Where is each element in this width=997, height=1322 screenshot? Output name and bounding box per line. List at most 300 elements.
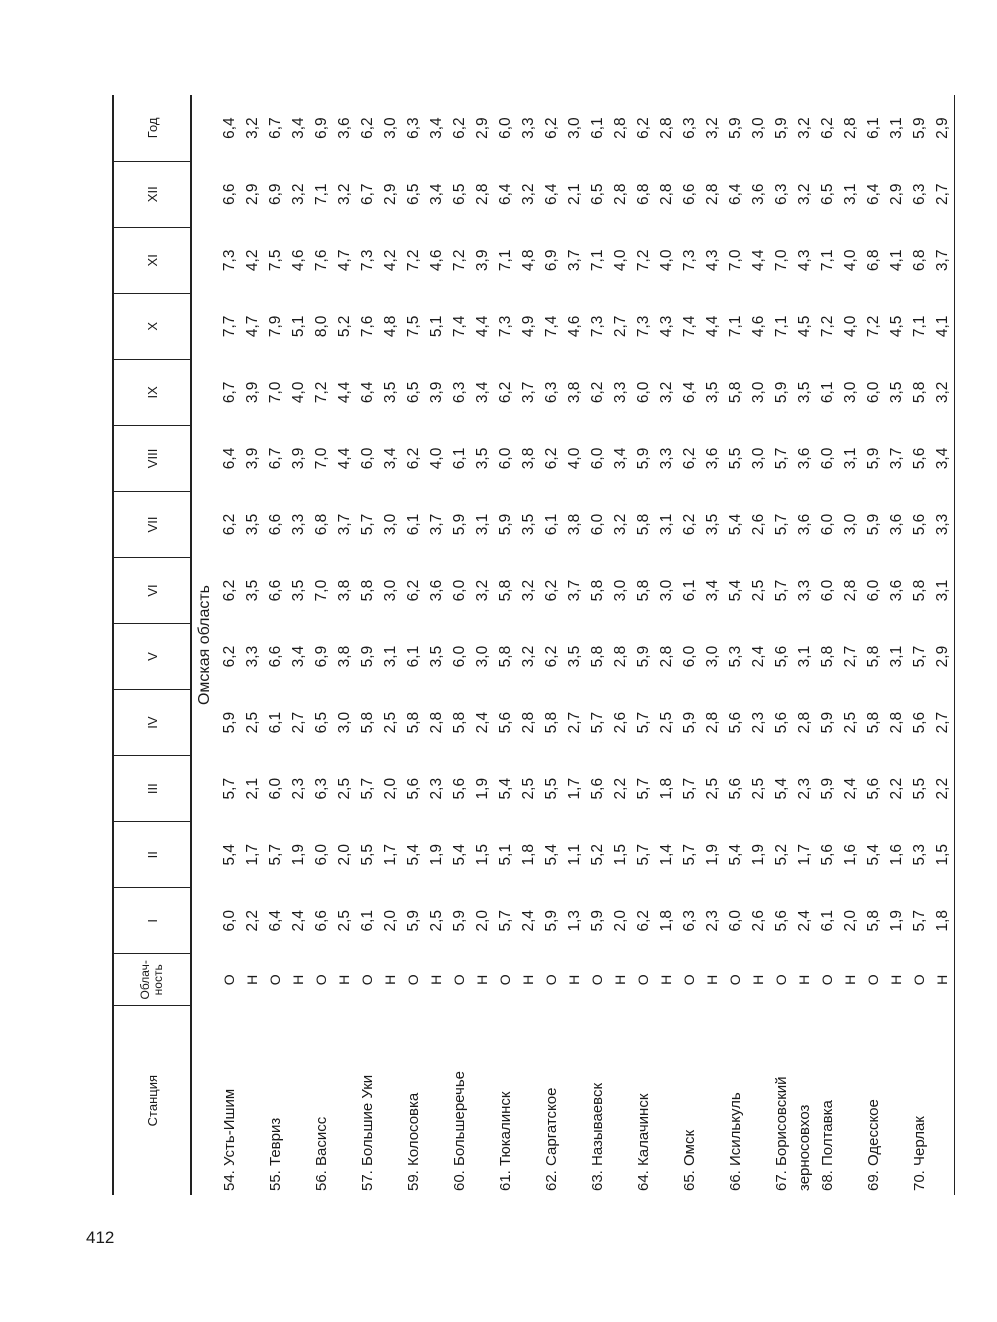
month-value-cell: 6,5 <box>589 183 606 206</box>
month-value-cell: 3,2 <box>520 183 537 206</box>
year-value-cell: 3,2 <box>704 117 721 139</box>
month-value-cell: 5,8 <box>497 579 514 602</box>
month-value-cell: 2,8 <box>612 645 629 668</box>
month-value-cell: 2,4 <box>842 777 859 800</box>
station-name-cell: 57. Большие Уки <box>359 1074 376 1191</box>
month-value-cell: 6,4 <box>727 183 744 206</box>
month-value-cell: 5,8 <box>359 711 376 734</box>
month-value-cell: 5,7 <box>911 645 928 668</box>
table-row <box>931 95 955 1195</box>
month-value-cell: 5,8 <box>865 645 882 668</box>
month-value-cell: 6,0 <box>865 381 882 404</box>
month-value-cell: 3,8 <box>336 645 353 668</box>
month-value-cell: 5,7 <box>681 777 698 800</box>
month-value-cell: 4,0 <box>428 447 445 470</box>
month-value-cell: 2,3 <box>796 777 813 800</box>
month-value-cell: 6,8 <box>865 249 882 272</box>
month-value-cell: 5,9 <box>635 447 652 470</box>
month-value-cell: 2,6 <box>750 513 767 536</box>
month-value-cell: 3,1 <box>474 513 491 536</box>
month-value-cell: 5,6 <box>451 777 468 800</box>
month-value-cell: 6,0 <box>497 447 514 470</box>
month-value-cell: 5,9 <box>405 909 422 932</box>
station-name-cell <box>609 1006 632 1195</box>
table-row <box>333 95 356 1195</box>
month-value-cell: 2,9 <box>931 624 955 690</box>
month-value-cell: 2,5 <box>244 711 261 734</box>
month-value-cell: 2,2 <box>888 777 905 800</box>
table-row <box>563 95 586 1195</box>
month-value-cell: 5,7 <box>773 579 790 602</box>
month-value-cell: 4,0 <box>566 447 583 470</box>
month-value-cell: 5,4 <box>221 843 238 866</box>
month-value-cell: 3,6 <box>888 579 905 602</box>
month-value-cell: 5,9 <box>497 513 514 536</box>
month-value-cell: 4,3 <box>658 315 675 338</box>
month-value-cell: 5,9 <box>543 909 560 932</box>
month-value-cell: 7,1 <box>313 183 330 206</box>
month-value-cell: 4,2 <box>382 249 399 272</box>
cloudiness-type-cell: О <box>451 974 467 986</box>
month-value-cell: 3,5 <box>704 381 721 404</box>
month-value-cell: 3,2 <box>931 359 955 425</box>
month-value-cell: 4,7 <box>244 315 261 338</box>
month-value-cell: 5,7 <box>589 711 606 734</box>
station-name-cell: 56. Васисс <box>313 1116 330 1191</box>
month-value-cell: 6,5 <box>313 711 330 734</box>
station-name-cell <box>885 1006 908 1195</box>
month-value-cell: 7,1 <box>727 315 744 338</box>
year-value-cell: 6,4 <box>221 117 238 139</box>
month-value-cell: 5,4 <box>543 843 560 866</box>
month-value-cell: 3,0 <box>382 579 399 602</box>
month-value-cell: 4,0 <box>842 315 859 338</box>
month-value-cell: 6,1 <box>359 909 376 932</box>
month-value-cell: 3,1 <box>382 645 399 668</box>
month-value-cell: 1,8 <box>520 843 537 866</box>
cloudiness-type-cell: Н <box>658 974 674 985</box>
month-value-cell: 6,6 <box>221 183 238 206</box>
month-value-cell: 7,3 <box>589 315 606 338</box>
month-value-cell: 5,8 <box>727 381 744 404</box>
month-value-cell: 5,4 <box>865 843 882 866</box>
station-name-cell <box>931 1006 955 1195</box>
month-value-cell: 2,0 <box>382 777 399 800</box>
month-value-cell: 1,9 <box>704 843 721 866</box>
month-value-cell: 6,2 <box>497 381 514 404</box>
table-row <box>885 95 908 1195</box>
year-value-cell: 6,9 <box>313 117 330 139</box>
month-value-cell: 5,6 <box>819 843 836 866</box>
month-value-cell: 3,0 <box>704 645 721 668</box>
month-value-cell: 3,5 <box>520 513 537 536</box>
station-name-cell <box>379 1006 402 1195</box>
month-value-cell: 6,4 <box>359 381 376 404</box>
station-name-cell <box>241 1006 264 1195</box>
month-value-cell: 3,5 <box>888 381 905 404</box>
cloudiness-type-cell: Н <box>290 974 306 985</box>
month-value-cell: 2,4 <box>290 909 307 932</box>
month-value-cell: 6,4 <box>865 183 882 206</box>
month-value-cell: 2,8 <box>888 711 905 734</box>
month-value-cell: 1,8 <box>931 888 955 954</box>
month-value-cell: 4,3 <box>704 249 721 272</box>
table-row <box>586 95 609 1195</box>
month-value-cell: 6,6 <box>267 645 284 668</box>
month-value-cell: 2,8 <box>612 183 629 206</box>
cloudiness-type-cell: Н <box>888 974 904 985</box>
month-value-cell: 6,1 <box>819 381 836 404</box>
month-value-cell: 4,4 <box>336 447 353 470</box>
month-value-cell: 3,2 <box>612 513 629 536</box>
month-value-cell: 6,7 <box>359 183 376 206</box>
month-value-cell: 2,0 <box>842 909 859 932</box>
cloudiness-type-cell: О <box>727 974 743 986</box>
month-value-cell: 3,5 <box>796 381 813 404</box>
station-name-cell: 55. Тевриз <box>267 1117 284 1191</box>
table-row <box>724 95 747 1195</box>
month-value-cell: 3,5 <box>244 579 261 602</box>
cloudiness-type-cell: Н <box>750 974 766 985</box>
month-value-cell: 7,3 <box>359 249 376 272</box>
cloudiness-type-cell: Н <box>244 974 260 985</box>
month-value-cell: 2,7 <box>612 315 629 338</box>
month-value-cell: 5,9 <box>589 909 606 932</box>
month-value-cell: 5,3 <box>911 843 928 866</box>
month-value-cell: 6,2 <box>405 579 422 602</box>
station-name-cell: 54. Усть-Ишим <box>221 1088 238 1191</box>
table-row <box>379 95 402 1195</box>
month-value-cell: 1,7 <box>796 843 813 866</box>
header-cloudiness: Облач-ность <box>113 954 191 1006</box>
station-name-cell <box>839 1006 862 1195</box>
table-row <box>770 95 793 1195</box>
station-name-cell <box>563 1006 586 1195</box>
month-value-cell: 3,7 <box>566 249 583 272</box>
month-value-cell: 5,9 <box>221 711 238 734</box>
month-value-cell: 4,4 <box>474 315 491 338</box>
month-value-cell: 2,5 <box>336 777 353 800</box>
month-value-cell: 2,8 <box>704 711 721 734</box>
month-value-cell: 4,6 <box>428 249 445 272</box>
cloudiness-type-cell: Н <box>566 974 582 985</box>
cloudiness-type-cell: Н <box>842 974 858 985</box>
month-value-cell: 2,7 <box>931 161 955 227</box>
month-value-cell: 4,7 <box>336 249 353 272</box>
region-title: Омская область <box>196 584 213 706</box>
month-value-cell: 5,6 <box>865 777 882 800</box>
table-row <box>356 95 379 1195</box>
page-number: 412 <box>86 1228 115 1247</box>
month-value-cell: 6,2 <box>681 447 698 470</box>
month-value-cell: 3,1 <box>931 558 955 624</box>
month-value-cell: 3,3 <box>244 645 261 668</box>
month-value-cell: 2,7 <box>566 711 583 734</box>
month-value-cell: 6,9 <box>543 249 560 272</box>
month-value-cell: 7,0 <box>313 579 330 602</box>
month-value-cell: 3,2 <box>658 381 675 404</box>
month-value-cell: 6,6 <box>681 183 698 206</box>
table-row <box>264 95 287 1195</box>
month-value-cell: 1,7 <box>382 843 399 866</box>
table-row <box>793 95 816 1195</box>
table-row <box>678 95 701 1195</box>
month-value-cell: 3,7 <box>931 227 955 293</box>
month-value-cell: 7,5 <box>267 249 284 272</box>
cloudiness-type-cell: Н <box>612 974 628 985</box>
month-value-cell: 5,7 <box>911 909 928 932</box>
year-value-cell: 2,8 <box>612 117 629 139</box>
station-name-cell: 61. Тюкалинск <box>497 1091 514 1191</box>
month-value-cell: 4,1 <box>888 249 905 272</box>
month-value-cell: 6,0 <box>589 447 606 470</box>
month-value-cell: 5,6 <box>727 711 744 734</box>
month-value-cell: 6,1 <box>451 447 468 470</box>
month-value-cell: 3,2 <box>520 579 537 602</box>
month-value-cell: 5,8 <box>911 381 928 404</box>
month-value-cell: 5,4 <box>727 843 744 866</box>
cloudiness-type-cell: О <box>267 974 283 986</box>
month-value-cell: 6,0 <box>681 645 698 668</box>
month-value-cell: 3,5 <box>704 513 721 536</box>
month-value-cell: 2,2 <box>931 756 955 822</box>
header-month: XII <box>113 161 191 227</box>
month-value-cell: 7,1 <box>819 249 836 272</box>
month-value-cell: 6,0 <box>819 447 836 470</box>
year-value-cell: 6,1 <box>865 117 882 139</box>
year-value-cell: 3,6 <box>336 117 353 139</box>
cloudiness-type-cell: О <box>221 974 237 986</box>
month-value-cell: 6,0 <box>267 777 284 800</box>
month-value-cell: 5,9 <box>681 711 698 734</box>
month-value-cell: 5,7 <box>635 711 652 734</box>
month-value-cell: 6,0 <box>865 579 882 602</box>
month-value-cell: 5,8 <box>405 711 422 734</box>
year-value-cell: 6,7 <box>267 117 284 139</box>
table-row <box>310 95 333 1195</box>
year-value-cell: 2,8 <box>842 117 859 139</box>
month-value-cell: 3,7 <box>520 381 537 404</box>
month-value-cell: 3,4 <box>382 447 399 470</box>
month-value-cell: 6,2 <box>589 381 606 404</box>
year-value-cell: 3,4 <box>428 117 445 139</box>
month-value-cell: 5,6 <box>911 711 928 734</box>
month-value-cell: 1,9 <box>750 843 767 866</box>
year-value-cell: 6,1 <box>589 117 606 139</box>
month-value-cell: 2,2 <box>612 777 629 800</box>
month-value-cell: 1,5 <box>612 843 629 866</box>
month-value-cell: 3,1 <box>842 447 859 470</box>
header-month: VIII <box>113 425 191 491</box>
month-value-cell: 5,7 <box>359 777 376 800</box>
month-value-cell: 7,0 <box>313 447 330 470</box>
month-value-cell: 3,5 <box>474 447 491 470</box>
month-value-cell: 2,0 <box>382 909 399 932</box>
month-value-cell: 3,8 <box>520 447 537 470</box>
month-value-cell: 6,0 <box>589 513 606 536</box>
year-value-cell: 2,9 <box>474 117 491 139</box>
cloudiness-type-cell: О <box>405 974 421 986</box>
table-row <box>402 95 425 1195</box>
month-value-cell: 6,1 <box>543 513 560 536</box>
month-value-cell: 5,7 <box>267 843 284 866</box>
month-value-cell: 1,9 <box>888 909 905 932</box>
cloudiness-type-cell: О <box>543 974 559 986</box>
table-body <box>191 95 955 1195</box>
month-value-cell: 4,3 <box>796 249 813 272</box>
month-value-cell: 6,2 <box>543 447 560 470</box>
table-row <box>701 95 724 1195</box>
month-value-cell: 3,8 <box>566 513 583 536</box>
month-value-cell: 6,3 <box>681 909 698 932</box>
month-value-cell: 1,9 <box>474 777 491 800</box>
cloudiness-type-cell: Н <box>520 974 536 985</box>
month-value-cell: 4,4 <box>750 249 767 272</box>
month-value-cell: 5,6 <box>773 711 790 734</box>
cloudiness-type-cell: О <box>359 974 375 986</box>
month-value-cell: 3,0 <box>474 645 491 668</box>
month-value-cell: 4,2 <box>244 249 261 272</box>
month-value-cell: 2,4 <box>520 909 537 932</box>
month-value-cell: 2,3 <box>750 711 767 734</box>
header-month: IX <box>113 359 191 425</box>
month-value-cell: 3,0 <box>842 513 859 536</box>
month-value-cell: 3,1 <box>842 183 859 206</box>
month-value-cell: 1,1 <box>566 843 583 866</box>
month-value-cell: 3,0 <box>612 579 629 602</box>
month-value-cell: 7,5 <box>405 315 422 338</box>
month-value-cell: 3,2 <box>520 645 537 668</box>
table-row <box>494 95 517 1195</box>
month-value-cell: 2,5 <box>842 711 859 734</box>
month-value-cell: 3,6 <box>796 513 813 536</box>
station-name-cell: 60. Большеречье <box>451 1071 468 1191</box>
header-month: III <box>113 756 191 822</box>
month-value-cell: 2,9 <box>888 183 905 206</box>
month-value-cell: 5,3 <box>727 645 744 668</box>
month-value-cell: 4,8 <box>382 315 399 338</box>
year-value-cell: 6,2 <box>635 117 652 139</box>
month-value-cell: 2,8 <box>658 645 675 668</box>
table-row <box>218 95 241 1195</box>
month-value-cell: 4,6 <box>566 315 583 338</box>
table-row <box>540 95 563 1195</box>
month-value-cell: 3,6 <box>796 447 813 470</box>
month-value-cell: 6,6 <box>267 513 284 536</box>
month-value-cell: 1,9 <box>290 843 307 866</box>
month-value-cell: 7,1 <box>497 249 514 272</box>
month-value-cell: 3,3 <box>290 513 307 536</box>
month-value-cell: 2,3 <box>290 777 307 800</box>
month-value-cell: 1,9 <box>428 843 445 866</box>
month-value-cell: 6,7 <box>221 381 238 404</box>
month-value-cell: 2,5 <box>750 579 767 602</box>
month-value-cell: 6,0 <box>635 381 652 404</box>
month-value-cell: 3,9 <box>290 447 307 470</box>
month-value-cell: 4,6 <box>750 315 767 338</box>
header-month: XI <box>113 227 191 293</box>
month-value-cell: 4,5 <box>796 315 813 338</box>
cloudiness-type-cell: Н <box>704 974 720 985</box>
year-value-cell: 3,2 <box>796 117 813 139</box>
year-value-cell: 6,2 <box>543 117 560 139</box>
month-value-cell: 6,4 <box>681 381 698 404</box>
station-name-cell: 65. Омск <box>681 1129 698 1191</box>
month-value-cell: 6,1 <box>267 711 284 734</box>
month-value-cell: 5,1 <box>428 315 445 338</box>
month-value-cell: 3,4 <box>474 381 491 404</box>
month-value-cell: 1,7 <box>244 843 261 866</box>
month-value-cell: 2,5 <box>382 711 399 734</box>
month-value-cell: 3,6 <box>888 513 905 536</box>
month-value-cell: 3,9 <box>244 447 261 470</box>
month-value-cell: 1,8 <box>658 909 675 932</box>
month-value-cell: 7,1 <box>589 249 606 272</box>
month-value-cell: 3,1 <box>796 645 813 668</box>
table-row <box>839 95 862 1195</box>
cloudiness-type-cell: Н <box>474 974 490 985</box>
month-value-cell: 2,1 <box>244 777 261 800</box>
table-row <box>517 95 540 1195</box>
station-name-cell <box>471 1006 494 1195</box>
month-value-cell: 5,9 <box>865 447 882 470</box>
month-value-cell: 5,5 <box>911 777 928 800</box>
cloudiness-type-cell: О <box>589 974 605 986</box>
month-value-cell: 5,8 <box>359 579 376 602</box>
cloudiness-type-cell: О <box>497 974 513 986</box>
month-value-cell: 4,1 <box>931 293 955 359</box>
table-row <box>816 95 839 1195</box>
month-value-cell: 5,1 <box>497 843 514 866</box>
month-value-cell: 2,8 <box>520 711 537 734</box>
station-name-cell <box>287 1006 310 1195</box>
month-value-cell: 5,2 <box>773 843 790 866</box>
station-name-cell <box>333 1006 356 1195</box>
month-value-cell: 3,7 <box>566 579 583 602</box>
month-value-cell: 5,4 <box>727 513 744 536</box>
header-month: IV <box>113 690 191 756</box>
month-value-cell: 7,3 <box>221 249 238 272</box>
year-value-cell: 6,3 <box>405 117 422 139</box>
month-value-cell: 6,5 <box>451 183 468 206</box>
month-value-cell: 6,8 <box>911 249 928 272</box>
month-value-cell: 5,6 <box>497 711 514 734</box>
month-value-cell: 7,4 <box>681 315 698 338</box>
month-value-cell: 4,8 <box>520 249 537 272</box>
month-value-cell: 6,0 <box>451 645 468 668</box>
station-name-cell: зерносовхоз <box>796 1104 813 1191</box>
station-name-cell: 68. Полтавка <box>819 1100 836 1191</box>
month-value-cell: 2,5 <box>750 777 767 800</box>
month-value-cell: 6,1 <box>681 579 698 602</box>
month-value-cell: 2,5 <box>658 711 675 734</box>
month-value-cell: 6,5 <box>819 183 836 206</box>
month-value-cell: 6,5 <box>405 183 422 206</box>
year-value-cell: 6,0 <box>497 117 514 139</box>
cloudiness-type-cell: Н <box>336 974 352 985</box>
year-value-cell: 3,4 <box>290 117 307 139</box>
month-value-cell: 7,6 <box>313 249 330 272</box>
month-value-cell: 3,9 <box>244 381 261 404</box>
table-row <box>632 95 655 1195</box>
month-value-cell: 7,2 <box>451 249 468 272</box>
month-value-cell: 2,1 <box>566 183 583 206</box>
month-value-cell: 6,2 <box>221 513 238 536</box>
month-value-cell: 6,0 <box>819 513 836 536</box>
cloudiness-type-cell: Н <box>796 974 812 985</box>
month-value-cell: 3,5 <box>290 579 307 602</box>
month-value-cell: 2,5 <box>520 777 537 800</box>
